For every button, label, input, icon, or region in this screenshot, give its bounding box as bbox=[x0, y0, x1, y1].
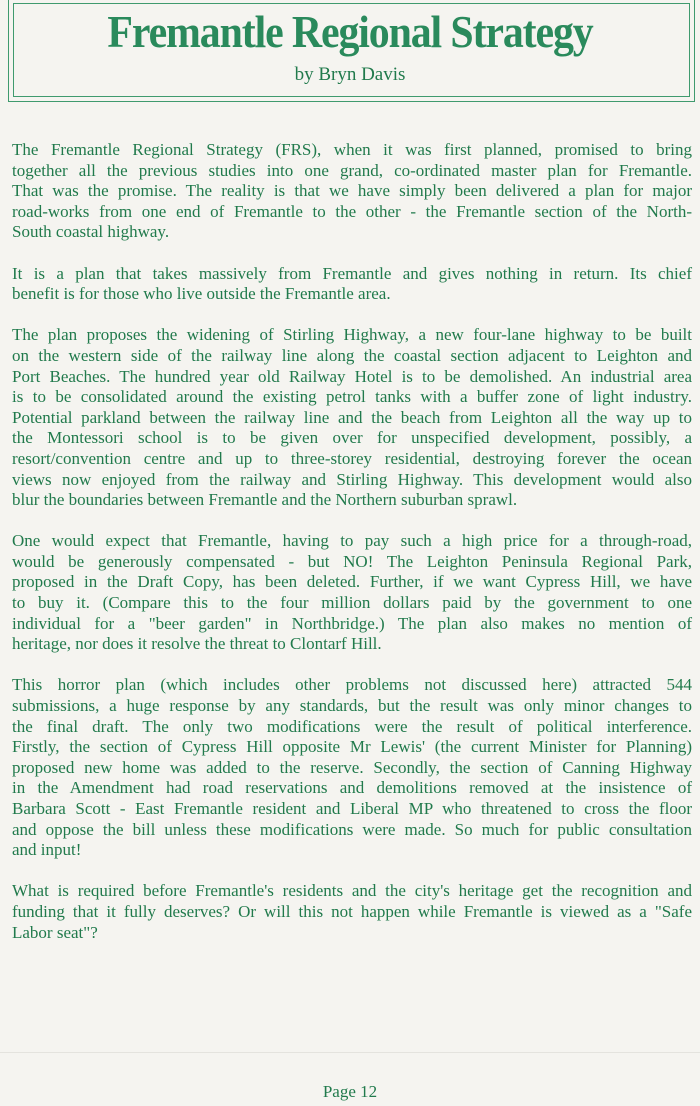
paragraph-line: submissions, a huge response by any standards, but the result was only minor changes to bbox=[12, 696, 692, 716]
paragraph-line: in the Amendment had road reservations and demolitions removed at the insistence of bbox=[12, 778, 692, 798]
article-paragraph bbox=[12, 675, 692, 860]
paragraph-line: together all the previous studies into one grand, co-ordinated master plan for Fremantle. bbox=[12, 160, 692, 180]
paragraph-line: Port Beaches. The hundred year old Railway Hotel is to be demolished. An industrial area bbox=[12, 366, 692, 386]
paragraph-line: Firstly, the section of Cypress Hill opposite Mr Lewis' (the current Minister for Planning) bbox=[12, 737, 692, 757]
article-paragraph bbox=[12, 881, 692, 943]
paragraph-line: individual for a "beer garden" in Northbridge.) The plan also makes no mention of bbox=[12, 613, 692, 633]
article-paragraph bbox=[12, 140, 692, 243]
paragraph-line: and input! bbox=[12, 840, 82, 860]
paragraph-line: blur the boundaries between Fremantle and the Northern suburban sprawl. bbox=[12, 490, 518, 510]
article-byline: by Bryn Davis bbox=[294, 64, 406, 85]
page-number: Page 12 bbox=[322, 1082, 378, 1101]
article-paragraph bbox=[12, 325, 692, 510]
paragraph-line: The plan proposes the widening of Stirling Highway, a new four-lane highway to be built bbox=[12, 325, 692, 345]
paragraph-line: Barbara Scott - East Fremantle resident and Liberal MP who threatened to cross the floor bbox=[12, 799, 692, 818]
paragraph-line: One would expect that Fremantle, having to pay such a high price for a through-road, bbox=[12, 531, 692, 551]
paragraph-line: views now enjoyed from the railway and Stirling Highway. This development would also bbox=[12, 469, 692, 489]
paragraph-line: proposed in the Draft Copy, has been deleted. Further, if we want Cypress Hill, we have bbox=[12, 572, 692, 592]
article-body bbox=[12, 140, 692, 964]
paragraph-line: It is a plan that takes massively from Fremantle and gives nothing in return. Its chief bbox=[12, 263, 692, 283]
paragraph-line: and oppose the bill unless these modifications were made. So much for public consultation bbox=[12, 819, 692, 839]
paragraph-line: would be generously compensated - but NO! The Leighton Peninsula Regional Park, bbox=[12, 551, 692, 571]
article-paragraph bbox=[12, 531, 692, 655]
paragraph-line: The Fremantle Regional Strategy (FRS), when it was first planned, promised to bring bbox=[12, 140, 692, 159]
paragraph-line: on the western side of the railway line along the coastal section adjacent to Leighton and bbox=[12, 345, 692, 365]
paragraph-line: road-works from one end of Fremantle to the other - the Fremantle section of the North- bbox=[12, 201, 692, 221]
paragraph-line: Labor seat"? bbox=[12, 922, 98, 942]
paragraph-line: funding that it fully deserves? Or will this not happen while Fremantle is viewed as a "Safe bbox=[12, 901, 692, 921]
paragraph-line: What is required before Fremantle's residents and the city's heritage get the recognition and bbox=[12, 881, 692, 901]
paragraph-line: Potential parkland between the railway line and the beach from Leighton all the way up to bbox=[12, 407, 692, 427]
paragraph-line: benefit is for those who live outside the Fremantle area. bbox=[12, 284, 391, 304]
footer-divider bbox=[0, 1052, 700, 1053]
paragraph-line: South coastal highway. bbox=[12, 222, 170, 242]
paragraph-line: heritage, nor does it resolve the threat to Clontarf Hill. bbox=[12, 634, 382, 654]
paragraph-line: resort/convention centre and up to three-storey residential, destroying forever the ocean bbox=[12, 448, 692, 468]
paragraph-line: to buy it. (Compare this to the four million dollars paid by the government to one bbox=[12, 593, 692, 613]
article-paragraph bbox=[12, 264, 692, 305]
paragraph-line: That was the promise. The reality is that we have simply been delivered a plan for major bbox=[12, 181, 692, 201]
paragraph-line: proposed new home was added to the reserve. Secondly, the section of Canning Highway bbox=[12, 757, 692, 777]
paragraph-line: the final draft. The only two modifications were the result of political interference. bbox=[12, 716, 692, 736]
article-title: Fremantle Regional Strategy bbox=[107, 7, 593, 57]
paragraph-line: is to be consolidated around the existing petrol tanks with a buffer zone of light industry. bbox=[12, 387, 692, 407]
paragraph-line: This horror plan (which includes other problems not discussed here) attracted 544 bbox=[12, 675, 692, 695]
paragraph-line: the Montessori school is to be given over for unspecified development, possibly, a bbox=[12, 428, 692, 448]
